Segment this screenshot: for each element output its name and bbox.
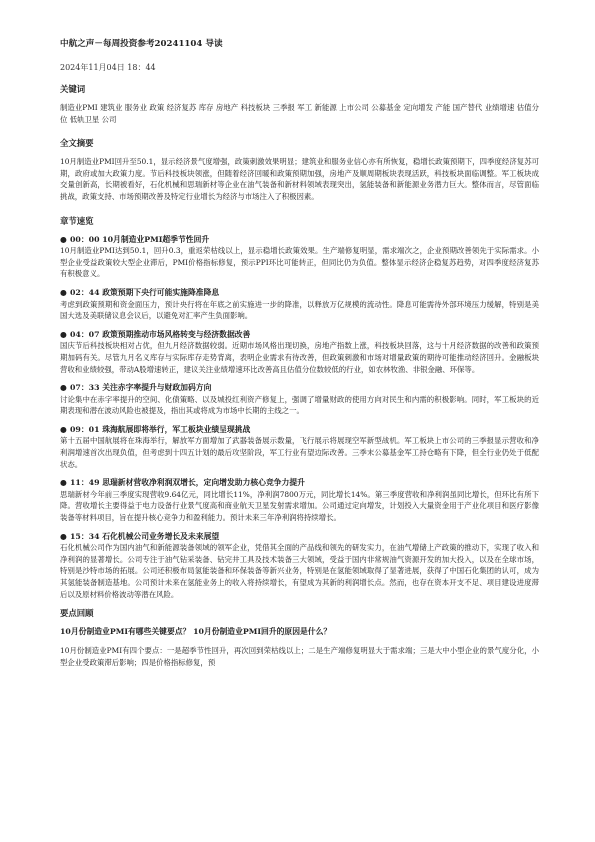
keywords-heading: 关键词 [60,84,86,94]
chapter-item [60,477,539,523]
bullet-icon: ● [60,234,67,244]
chapter-body: 讨论集中在赤字率提升的空间、化债策略、以及城投红利资产修复上，强调了增量财政的使用方向对民生和内需的积极影响。同时，军工板块的近期表现和潜在波动风险也被提及，指出其或将成为市场中长期的主线之一。 [60,394,539,416]
chapter-title: 11：49 思瑞新材营收净利润双增长，定向增发助力核心竞争力提升 [70,478,305,488]
chapter-item [60,287,539,322]
chapter-item [60,329,539,375]
chapter-item [60,234,539,280]
publish-date: 2024年11月04日 18：44 [60,63,156,72]
summary-heading: 全文摘要 [60,138,94,149]
bullet-icon: ● [60,531,67,541]
page-title: 中航之声－每周投资参考20241104 导读 [60,39,223,49]
bullet-icon: ● [60,424,67,434]
chapters-heading: 章节速览 [60,215,94,226]
chapter-title: 02：44 政策预期下央行可能实施降准降息 [70,287,220,297]
chapter-title: 07：33 关注赤字率提升与财政加码方向 [70,383,212,393]
chapter-item [60,531,539,601]
chapter-title: 00：00 10月制造业PMI超季节性回升 [70,234,210,244]
chapter-body: 国庆节后科技板块相对占优，但九月经济数据较弱。近期市场风格出现切换，房地产指数上涨，科技板块回落，这与十月经济数据的改善和政策预期加码有关。尽管九月名义库存与实际库存走势背离，表明企业需求有待改善，但政策刺激和市场对增量政策的期待可能推动经济回升。金融板块营收和业绩较强，带动A股增速转正，建议关注业绩增速环比改善高且估值分位数较低的行业，如农林牧渔、非银金融、环保等。 [60,341,539,374]
chapter-title: 15：34 石化机械公司业务增长及未来展望 [70,531,220,541]
summary-text: 10月制造业PMI回升至50.1，显示经济景气度增强，政策刺激效果明显；建筑业和服务业信心亦有所恢复，稳增长政策预期下，四季度经济复苏可期，政府或加大政策力度。节后科技板块领涨，但随着经济回暖和政策预期加强，房地产及顺周期板块表现活跃，科技板块面临调整。军工板块成交量创新高，长期被看好，石化机械和思瑞新材等企业在油气装备和新材料领域表现突出，氢能装备和新能源业务潜力巨大。整体而言，尽管面临挑战，政策支持、市场预期改善及特定行业增长为经济与市场注入了积极因素。 [60,157,539,201]
review-question: 10月份制造业PMI有哪些关键要点？ 10月份制造业PMI回升的原因是什么？ [60,627,332,637]
bullet-icon: ● [60,383,67,393]
chapter-title: 04：07 政策预期推动市场风格转变与经济数据改善 [70,329,251,339]
bullet-icon: ● [60,478,67,488]
chapter-list [60,234,539,601]
bullet-icon: ● [60,329,67,339]
keywords-text: 制造业PMI 建筑业 服务业 政策 经济复苏 库存 房地产 科技板块 三季报 军工 新能源 上市公司 公募基金 定向增发 产能 国产替代 业绩增速 估值分位 低轨卫星 公司 [60,103,539,124]
chapter-body: 第十五届中国航展将在珠海举行，解放军方面增加了武器装备展示数量，飞行展示将展现空军新型战机。军工板块上市公司的三季报显示营收和净利润增速首次出现负值，但考虑到十四五计划的最后攻坚阶段，军工行业有望边际改善。三季末公募基金军工持仓略有下降，但全行业仍处于低配状态。 [60,436,539,469]
chapter-body: 考虑到政策预期和资金面压力，预计央行将在年底之前实施进一步的降准，以释放万亿规模的流动性。降息可能需待外部环境压力缓解，特别是美国大选及美联储议息会议后，以避免对汇率产生负面影响。 [60,299,539,321]
review-answer: 10月份制造业PMI有四个要点：一是超季节性回升，再次回到荣枯线以上；二是生产端修复明显大于需求端；三是大中小型企业的景气度分化，小型企业受政策滞后影响；四是价格指标修复，预 [60,646,539,667]
chapter-body: 10月制造业PMI达到50.1，回升0.3，重返荣枯线以上，显示稳增长政策效果。生产端修复明显，需求端次之，企业预期改善领先于实际需求。小型企业受益政策较大型企业滞后，PMI价格指标修复，预示PPI环比可能转正，但同比仍为负值。整体显示经济企稳复苏趋势，对四季度经济复苏有积极意义。 [60,246,539,279]
chapter-title: 09：01 珠海航展即将举行，军工板块业绩呈现挑战 [70,424,251,434]
chapter-body: 石化机械公司作为国内油气和新能源装备领域的领军企业，凭借其全面的产品线和领先的研发实力，在油气增储上产政策的推动下，实现了收入和净利润的显著增长。公司专注于油气钻采装备、钻完井工具及技术装备三大领域，受益于国内非常规油气资源开发的加大投入，以及在全球市场，特别是沙特市场的拓展。公司还积极布局氢能装备和环保装备等新兴业务，特别是在氢能领域取得了显著进展，获得了中国石化集团的认可，成为其氢能装备制造基地。公司预计未来在氢能业务上的收入将持续增长，有望成为其新的利润增长点。然而，也存在资本开支不足、项目建设进度滞后以及原材料价格波动等潜在风险。 [60,543,539,599]
bullet-icon: ● [60,287,67,297]
chapter-item [60,382,539,417]
review-heading: 要点回顾 [60,608,94,619]
chapter-item [60,424,539,470]
chapter-body: 思瑞新材今年前三季度实现营收9.64亿元，同比增长11%，净利润7800万元，同比增长14%。第三季度营收和净利润虽同比增长，但环比有所下降。营收增长主要得益于电力设备行业景气度高和商业航天卫星发射需求增加。公司通过定向增发，计划投入大量资金用于产业化项目和医疗影像装备等材料项目，旨在提升核心竞争力和盈利能力。预计未来三年净利润将持续增长。 [60,489,539,523]
